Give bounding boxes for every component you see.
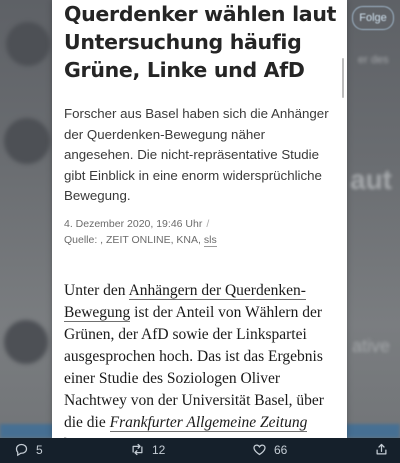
- blurred-text: er des: [358, 54, 389, 66]
- share-icon: [374, 442, 389, 457]
- author-link[interactable]: sls: [203, 234, 217, 246]
- reply-button[interactable]: [14, 442, 43, 457]
- scrollbar[interactable]: [342, 58, 344, 98]
- article-date: 4. Dezember 2020, 19:46 Uhr: [64, 218, 203, 230]
- article-source: Quelle: , ZEIT ONLINE, KNA,: [64, 234, 201, 246]
- reply-count: 5: [36, 442, 43, 457]
- article-title: Querdenker wählen laut Untersuchung häufig Grüne, Linke und AfD: [64, 2, 337, 82]
- body-text: Unter den: [64, 282, 129, 299]
- retweet-icon: [130, 442, 145, 457]
- body-text: ist der Anteil von Wählern der Grünen, der AfD sowie der Linkspartei ausgesprochen hoch. Das ist das Ergebnis einer Studie des Soziologen Oliver Nachtwey von der Universität Basel, über die die: [64, 304, 324, 431]
- meta-separator: /: [206, 218, 210, 230]
- blurred-avatar: [4, 320, 48, 364]
- follow-button[interactable]: Folge: [352, 6, 394, 30]
- blurred-text: ative: [352, 336, 391, 356]
- article-body: [64, 280, 340, 456]
- retweet-count: 12: [152, 442, 166, 457]
- like-count: 66: [274, 442, 288, 457]
- blurred-avatar: [4, 118, 50, 164]
- reply-icon: [14, 442, 29, 457]
- article-lead: Forscher aus Basel haben sich die Anhänger der Querdenken-Bewegung näher angesehen. Die nicht-repräsentative Studie gibt Einblick in eine enorm widersprüchliche Bewegung.: [64, 106, 329, 203]
- article-meta: [64, 216, 336, 248]
- retweet-button[interactable]: [130, 442, 165, 457]
- share-button[interactable]: [374, 442, 396, 457]
- article-screenshot: [52, 0, 347, 438]
- like-button[interactable]: [252, 442, 287, 457]
- querdenken-link[interactable]: Anhängern der Querdenken-Bewegung: [64, 282, 306, 321]
- faz-link[interactable]: Frankfurter Allgemeine Zeitung: [109, 414, 308, 431]
- heart-icon: [252, 442, 267, 457]
- tweet-action-bar: [0, 438, 400, 463]
- blurred-text: aut: [350, 164, 392, 195]
- blurred-avatar: [6, 22, 50, 66]
